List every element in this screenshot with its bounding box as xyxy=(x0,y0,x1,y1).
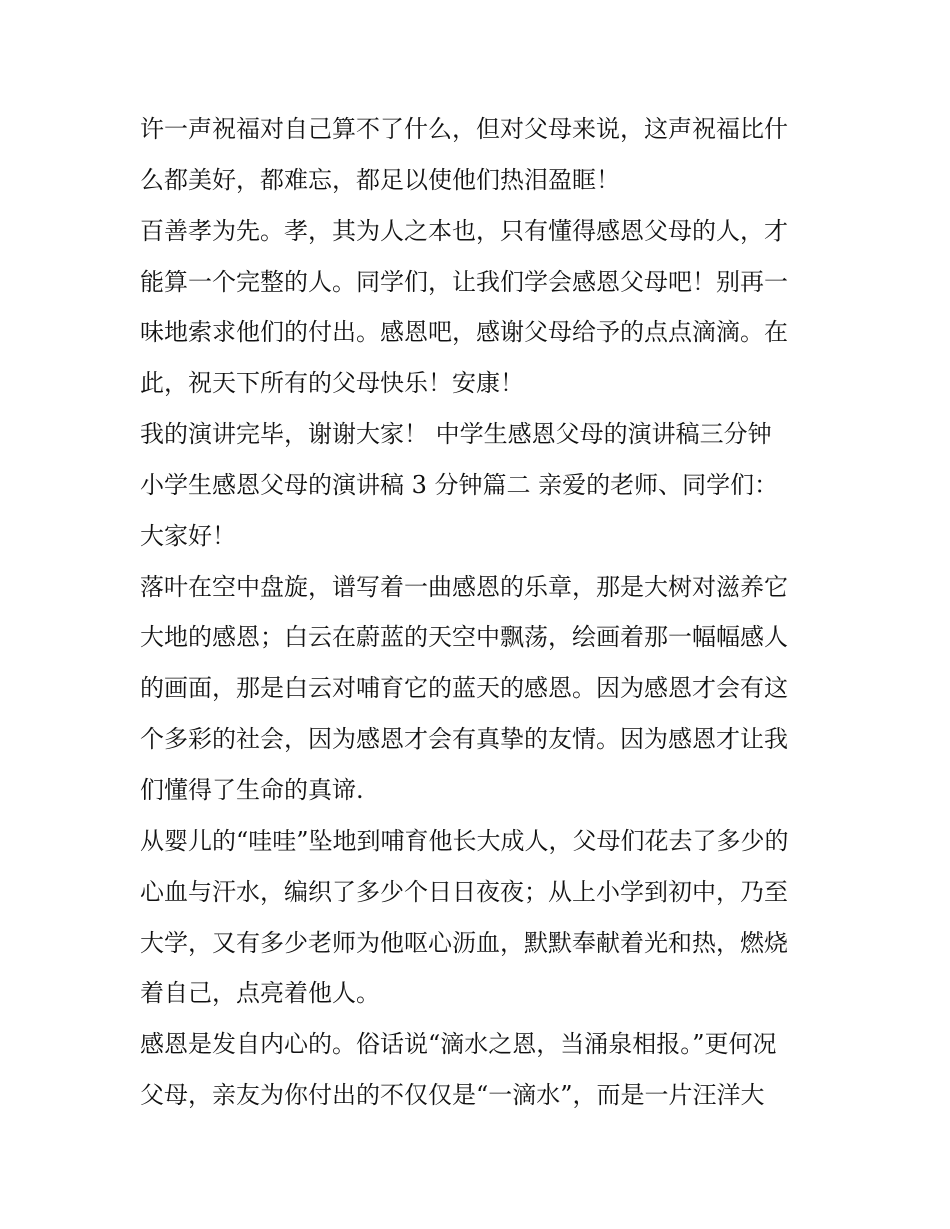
text-line: 大学，又有多少老师为他呕心沥血，默默奉献着光和热，燃烧 xyxy=(140,928,788,957)
text-line: 大家好！ xyxy=(140,521,236,550)
text-line: 落叶在空中盘旋，谱写着一曲感恩的乐章，那是大树对滋养它 xyxy=(140,572,788,601)
document-body xyxy=(140,104,820,1121)
text-line: 感恩是发自内心的。俗话说“滴水之恩，当涌泉相报。”更何况 xyxy=(140,1030,777,1059)
text-line: 小学生感恩父母的演讲稿 3 分钟篇二 亲爱的老师、同学们： xyxy=(140,470,779,499)
text-line: 的画面，那是白云对哺育它的蓝天的感恩。因为感恩才会有这 xyxy=(140,674,788,703)
text-line: 个多彩的社会，因为感恩才会有真挚的友情。因为感恩才让我 xyxy=(140,725,788,754)
text-line: 们懂得了生命的真谛. xyxy=(140,775,364,804)
text-line: 能算一个完整的人。同学们，让我们学会感恩父母吧！别再一 xyxy=(140,267,788,296)
text-line: 味地索求他们的付出。感恩吧，感谢父母给予的点点滴滴。在 xyxy=(140,318,788,347)
text-line: 百善孝为先。孝，其为人之本也，只有懂得感恩父母的人，才 xyxy=(140,216,788,245)
text-line: 父母，亲友为你付出的不仅仅是“一滴水”，而是一片汪洋大 xyxy=(140,1081,765,1110)
text-line: 着自己，点亮着他人。 xyxy=(140,979,380,1008)
text-line: 大地的感恩；白云在蔚蓝的天空中飘荡，绘画着那一幅幅感人 xyxy=(140,623,788,652)
text-line: 许一声祝福对自己算不了什么，但对父母来说，这声祝福比什 xyxy=(140,115,788,143)
text-line: 从婴儿的“哇哇”坠地到哺育他长大成人，父母们花去了多少的 xyxy=(140,826,789,855)
text-line: 心血与汗水，编织了多少个日日夜夜；从上小学到初中，乃至 xyxy=(140,877,788,906)
text-line: 么都美好，都难忘，都足以使他们热泪盈眶！ xyxy=(140,165,620,194)
text-line: 我的演讲完毕，谢谢大家！ 中学生感恩父母的演讲稿三分钟 xyxy=(140,420,772,449)
text-line: 此，祝天下所有的父母快乐！安康！ xyxy=(140,369,524,398)
